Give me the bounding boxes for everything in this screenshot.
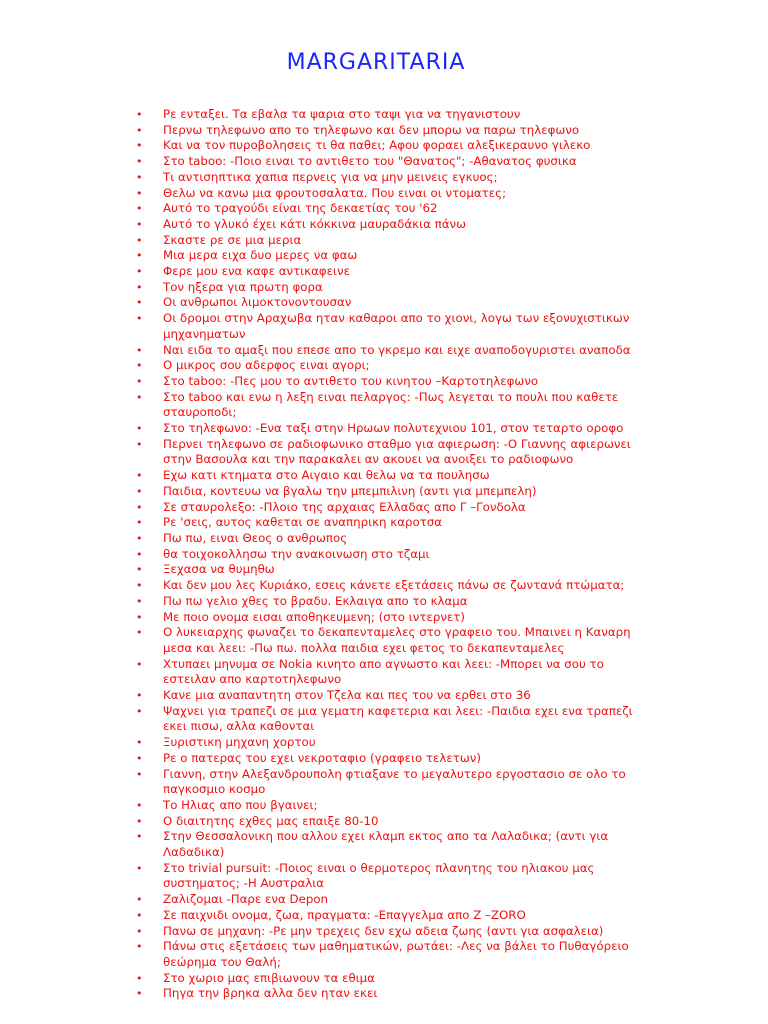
bullet-icon: • <box>136 469 143 483</box>
bullet-icon: • <box>136 217 143 231</box>
list-item-text: Περνω τηλεφωνο απο το τηλεφωνο και δεν μπορω να παρω τηλεφωνο <box>163 122 580 137</box>
list-item-text: Και δεν μου λες Κυριάκο, εσεις κάνετε εξετάσεις πάνω σε ζωντανά πτώματα; <box>163 578 625 593</box>
list-item-text: Οι δρομοι στην Αραχωβα ηταν καθαροι απο το χιονι, λογω των εξονυχιστικων μηχανηματων <box>163 311 630 341</box>
list-item <box>136 657 658 688</box>
list-item <box>136 123 658 139</box>
bullet-icon: • <box>136 249 143 263</box>
list-item <box>136 201 658 217</box>
list-item-text: Ψαχνει για τραπεζι σε μια γεματη καφετερια και λεει: -Παιδια εχει ενα τραπεζι εκει πισω, αλλα καθονται <box>163 703 633 734</box>
list-item-text: Στο taboo: -Πες μου το αντιθετο του κινητου –Καρτοτηλεφωνο <box>163 373 539 388</box>
bullet-icon: • <box>136 108 143 121</box>
bullet-icon: • <box>136 924 143 938</box>
list-item <box>136 625 658 656</box>
list-item-text: Κανε μια αναπαντητη στον Τζελα και πες του να ερθει στο 36 <box>163 688 531 703</box>
bullet-icon: • <box>136 689 143 703</box>
list-item <box>136 500 658 516</box>
bullet-icon: • <box>136 500 143 514</box>
bullet-icon: • <box>136 343 143 357</box>
bullet-icon: • <box>136 437 143 451</box>
list-item-text: Πηγα την βρηκα αλλα δεν ηταν εκει <box>163 986 378 1001</box>
list-item <box>136 971 658 987</box>
bullet-icon: • <box>136 312 143 326</box>
list-item-text: Τι αντισηπτικα χαπια περνεις για να μην μεινεις εγκυος; <box>163 169 498 184</box>
list-item-text: Φερε μου ενα καφε αντικαφεινε <box>163 264 351 279</box>
list-item <box>136 437 658 468</box>
list-item-text: Τον ηξερα για πρωτη φορα <box>163 279 323 294</box>
bullet-icon: • <box>136 751 143 765</box>
list-item <box>136 217 658 233</box>
list-item <box>136 515 658 531</box>
bullet-icon: • <box>136 908 143 922</box>
list-item-text: Στο trivial pursuit: -Ποιος ειναι ο θερμοτερος πλανητης του ηλιακου μας συστηματος; -Η Αυστραλια <box>163 860 595 891</box>
list-item-text: Ξεχασα να θυμηθω <box>163 562 275 577</box>
list-item-text: Και να τον πυροβολησεις τι θα παθει; Αφου φοραει αλεξικεραυνο γιλεκο <box>163 138 591 153</box>
list-item-text: Ξυριστικη μηχανη χορτου <box>163 735 316 750</box>
list-item-text: Παιδια, κοντευω να βγαλω την μπεμπιλινη (αντι για μπεμπελη) <box>163 483 537 498</box>
bullet-icon: • <box>136 359 143 373</box>
list-item-text: Πω πω γελιο χθες το βραδυ. Εκλαιγα απο το κλαμα <box>163 593 468 608</box>
list-item <box>136 610 658 626</box>
list-item <box>136 594 658 610</box>
bullet-icon: • <box>136 202 143 216</box>
list-item <box>136 924 658 940</box>
list-item <box>136 186 658 202</box>
list-item <box>136 688 658 704</box>
bullet-icon: • <box>136 265 143 279</box>
bullet-icon: • <box>136 186 143 200</box>
bullet-icon: • <box>136 547 143 561</box>
list-item-text: Με ποιο ονομα εισαι αποθηκευμενη; (στο ιντερνετ) <box>163 609 465 624</box>
list-item <box>136 311 658 342</box>
list-item-text: Στο taboo και ενω η λεξη ειναι πελαργος: -Πως λεγεται το πουλι που καθετε σταυροποδι; <box>163 389 619 420</box>
bullet-icon: • <box>136 610 143 624</box>
list-item <box>136 421 658 437</box>
list-item <box>136 343 658 359</box>
bullet-icon: • <box>136 594 143 608</box>
bullet-icon: • <box>136 422 143 436</box>
list-item-text: Στην Θεσσαλονικη που αλλου εχει κλαμπ εκτος απο τα Λαλαδικα; (αντι για Λαδαδικα) <box>163 829 609 860</box>
list-item-text: Ρε ενταξει. Τα εβαλα τα ψαρια στο ταψι για να τηγανιστουν <box>163 107 521 121</box>
list-item-text: Ρε 'σεις, αυτος καθεται σε αναπηρικη καροτσα <box>163 515 443 530</box>
bullet-icon: • <box>136 516 143 530</box>
list-item <box>136 861 658 892</box>
bullet-icon: • <box>136 971 143 985</box>
list-item <box>136 798 658 814</box>
bullet-icon: • <box>136 233 143 247</box>
list-item-text: Σε παιχνιδι ονομα, ζωα, πραγματα: -Επαγγελμα απο Ζ –ZORO <box>163 907 526 922</box>
list-item <box>136 170 658 186</box>
bullet-icon: • <box>136 940 143 954</box>
list-item-text: Περνει τηλεφωνο σε ραδιοφωνικο σταθμο για αφιερωση: -Ο Γιαννης αφιερωνει στην Βασουλα και την παρακαλει αν ακουει να ανοιξει το ραδιοφωνο <box>163 436 631 467</box>
list-item <box>136 154 658 170</box>
list-item <box>136 264 658 280</box>
bullet-icon: • <box>136 280 143 294</box>
list-item-text: Ο διαιτητης εχθες μας επαιξε 80-10 <box>163 813 379 828</box>
list-item <box>136 986 658 1002</box>
list-item <box>136 531 658 547</box>
list-item-text: Αυτό το τραγούδι είναι της δεκαετίας του '62 <box>163 201 438 216</box>
list-item-text: Ο λυκειαρχης φωναζει το δεκαπενταμελες στο γραφειο του. Μπαινει η Καναρη μεσα και λεει: -Πω πω. πολλα παιδια εχει φετος το δεκαπενταμελες <box>163 625 631 655</box>
list-item <box>136 829 658 860</box>
list-item <box>136 562 658 578</box>
list-item-text: Γιαννη, στην Αλεξανδρουπολη φτιαξανε το μεγαλυτερο εργοστασιο σε ολο το παγκοσμιο κοσμο <box>163 766 626 797</box>
list-item-text: Χτυπαει μηνυμα σε Nokia κινητο απο αγνωστο και λεει: -Μπορει να σου το εστειλαν απο καρτοτηλεφωνο <box>163 656 604 687</box>
bullet-icon: • <box>136 893 143 907</box>
list-item <box>136 248 658 264</box>
list-item-text: Θελω να κανω μια φρουτοσαλατα. Που ειναι οι ντοματες; <box>163 185 507 200</box>
bullet-icon: • <box>136 296 143 310</box>
bullet-icon: • <box>136 830 143 844</box>
bullet-icon: • <box>136 798 143 812</box>
bullet-icon: • <box>136 123 143 137</box>
bullet-icon: • <box>136 579 143 593</box>
list-item <box>136 358 658 374</box>
bullet-icon: • <box>136 814 143 828</box>
list-item-text: Αυτό το γλυκό έχει κάτι κόκκινα μαυραδάκια πάνω <box>163 216 466 231</box>
quote-list <box>136 107 658 1002</box>
list-item-text: Ο μικρος σου αδερφος ειναι αγορι; <box>163 358 370 373</box>
list-item <box>136 390 658 421</box>
bullet-icon: • <box>136 736 143 750</box>
bullet-icon: • <box>136 139 143 153</box>
list-item-text: Ναι ειδα το αμαξι που επεσε απο το γκρεμο και ειχε αναποδογυριστει αναποδα <box>163 342 631 357</box>
list-item <box>136 107 658 123</box>
list-item <box>136 468 658 484</box>
list-item-text: Πάνω στις εξετάσεις των μαθηματικών, ρωτάει: -Λες να βάλει το Πυθαγόρειο θεώρημα του Θαλή; <box>163 939 629 969</box>
list-item <box>136 484 658 500</box>
list-item-text: Στο taboo: -Ποιο ειναι το αντιθετο του "Θανατος"; -Αθανατος φυσικα <box>163 154 577 169</box>
list-item-text: Το Ηλιας απο που βγαινει; <box>163 797 318 812</box>
list-item <box>136 908 658 924</box>
bullet-icon: • <box>136 767 143 781</box>
bullet-icon: • <box>136 563 143 577</box>
bullet-icon: • <box>136 374 143 388</box>
list-item-text: Μια μερα ειχα δυο μερες να φαω <box>163 248 358 263</box>
list-item <box>136 735 658 751</box>
list-item <box>136 704 658 735</box>
list-item <box>136 374 658 390</box>
list-item-text: Οι ανθρωποι λιμοκτονοντουσαν <box>163 295 352 310</box>
list-item <box>136 233 658 249</box>
list-item <box>136 814 658 830</box>
bullet-icon: • <box>136 390 143 404</box>
bullet-icon: • <box>136 987 143 1001</box>
bullet-icon: • <box>136 531 143 545</box>
list-item-text: Σκαστε ρε σε μια μερια <box>163 232 302 247</box>
list-item-text: Στο τηλεφωνο: -Ενα ταξι στην Ηρωων πολυτεχνιου 101, στον τεταρτο οροφο <box>163 421 624 436</box>
list-item-text: θα τοιχοκολλησω την ανακοινωση στο τζαμι <box>163 546 430 561</box>
bullet-icon: • <box>136 155 143 169</box>
document-title: MARGARITARIA <box>286 50 466 75</box>
list-item <box>136 547 658 563</box>
bullet-icon: • <box>136 861 143 875</box>
list-item-text: Πω πω, ειναι Θεος ο ανθρωπος <box>163 530 348 545</box>
list-item-text: Σε σταυρολεξο: -Πλοιο της αρχαιας Ελλαδας απο Γ –Γονδολα <box>163 499 526 514</box>
list-item <box>136 751 658 767</box>
list-item <box>136 892 658 908</box>
list-item <box>136 138 658 154</box>
list-item <box>136 939 658 970</box>
bullet-icon: • <box>136 704 143 718</box>
list-item-text: Εχω κατι κτηματα στο Αιγαιο και θελω να τα πουλησω <box>163 468 490 483</box>
bullet-icon: • <box>136 626 143 640</box>
list-item <box>136 280 658 296</box>
list-item-text: Πανω σε μηχανη: -Ρε μην τρεχεις δεν εχω αδεια ζωης (αντι για ασφαλεια) <box>163 923 604 938</box>
bullet-icon: • <box>136 657 143 671</box>
list-item-text: Ρε ο πατερας του εχει νεκροταφιο (γραφειο τελετων) <box>163 750 481 765</box>
list-item-text: Ζαλιζομαι -Παρε ενα Depon <box>163 892 329 907</box>
list-item <box>136 295 658 311</box>
bullet-icon: • <box>136 170 143 184</box>
list-item <box>136 578 658 594</box>
list-item-text: Στο χωριο μας επιβιωνουν τα εθιμα <box>163 970 375 985</box>
bullet-icon: • <box>136 484 143 498</box>
list-item <box>136 767 658 798</box>
